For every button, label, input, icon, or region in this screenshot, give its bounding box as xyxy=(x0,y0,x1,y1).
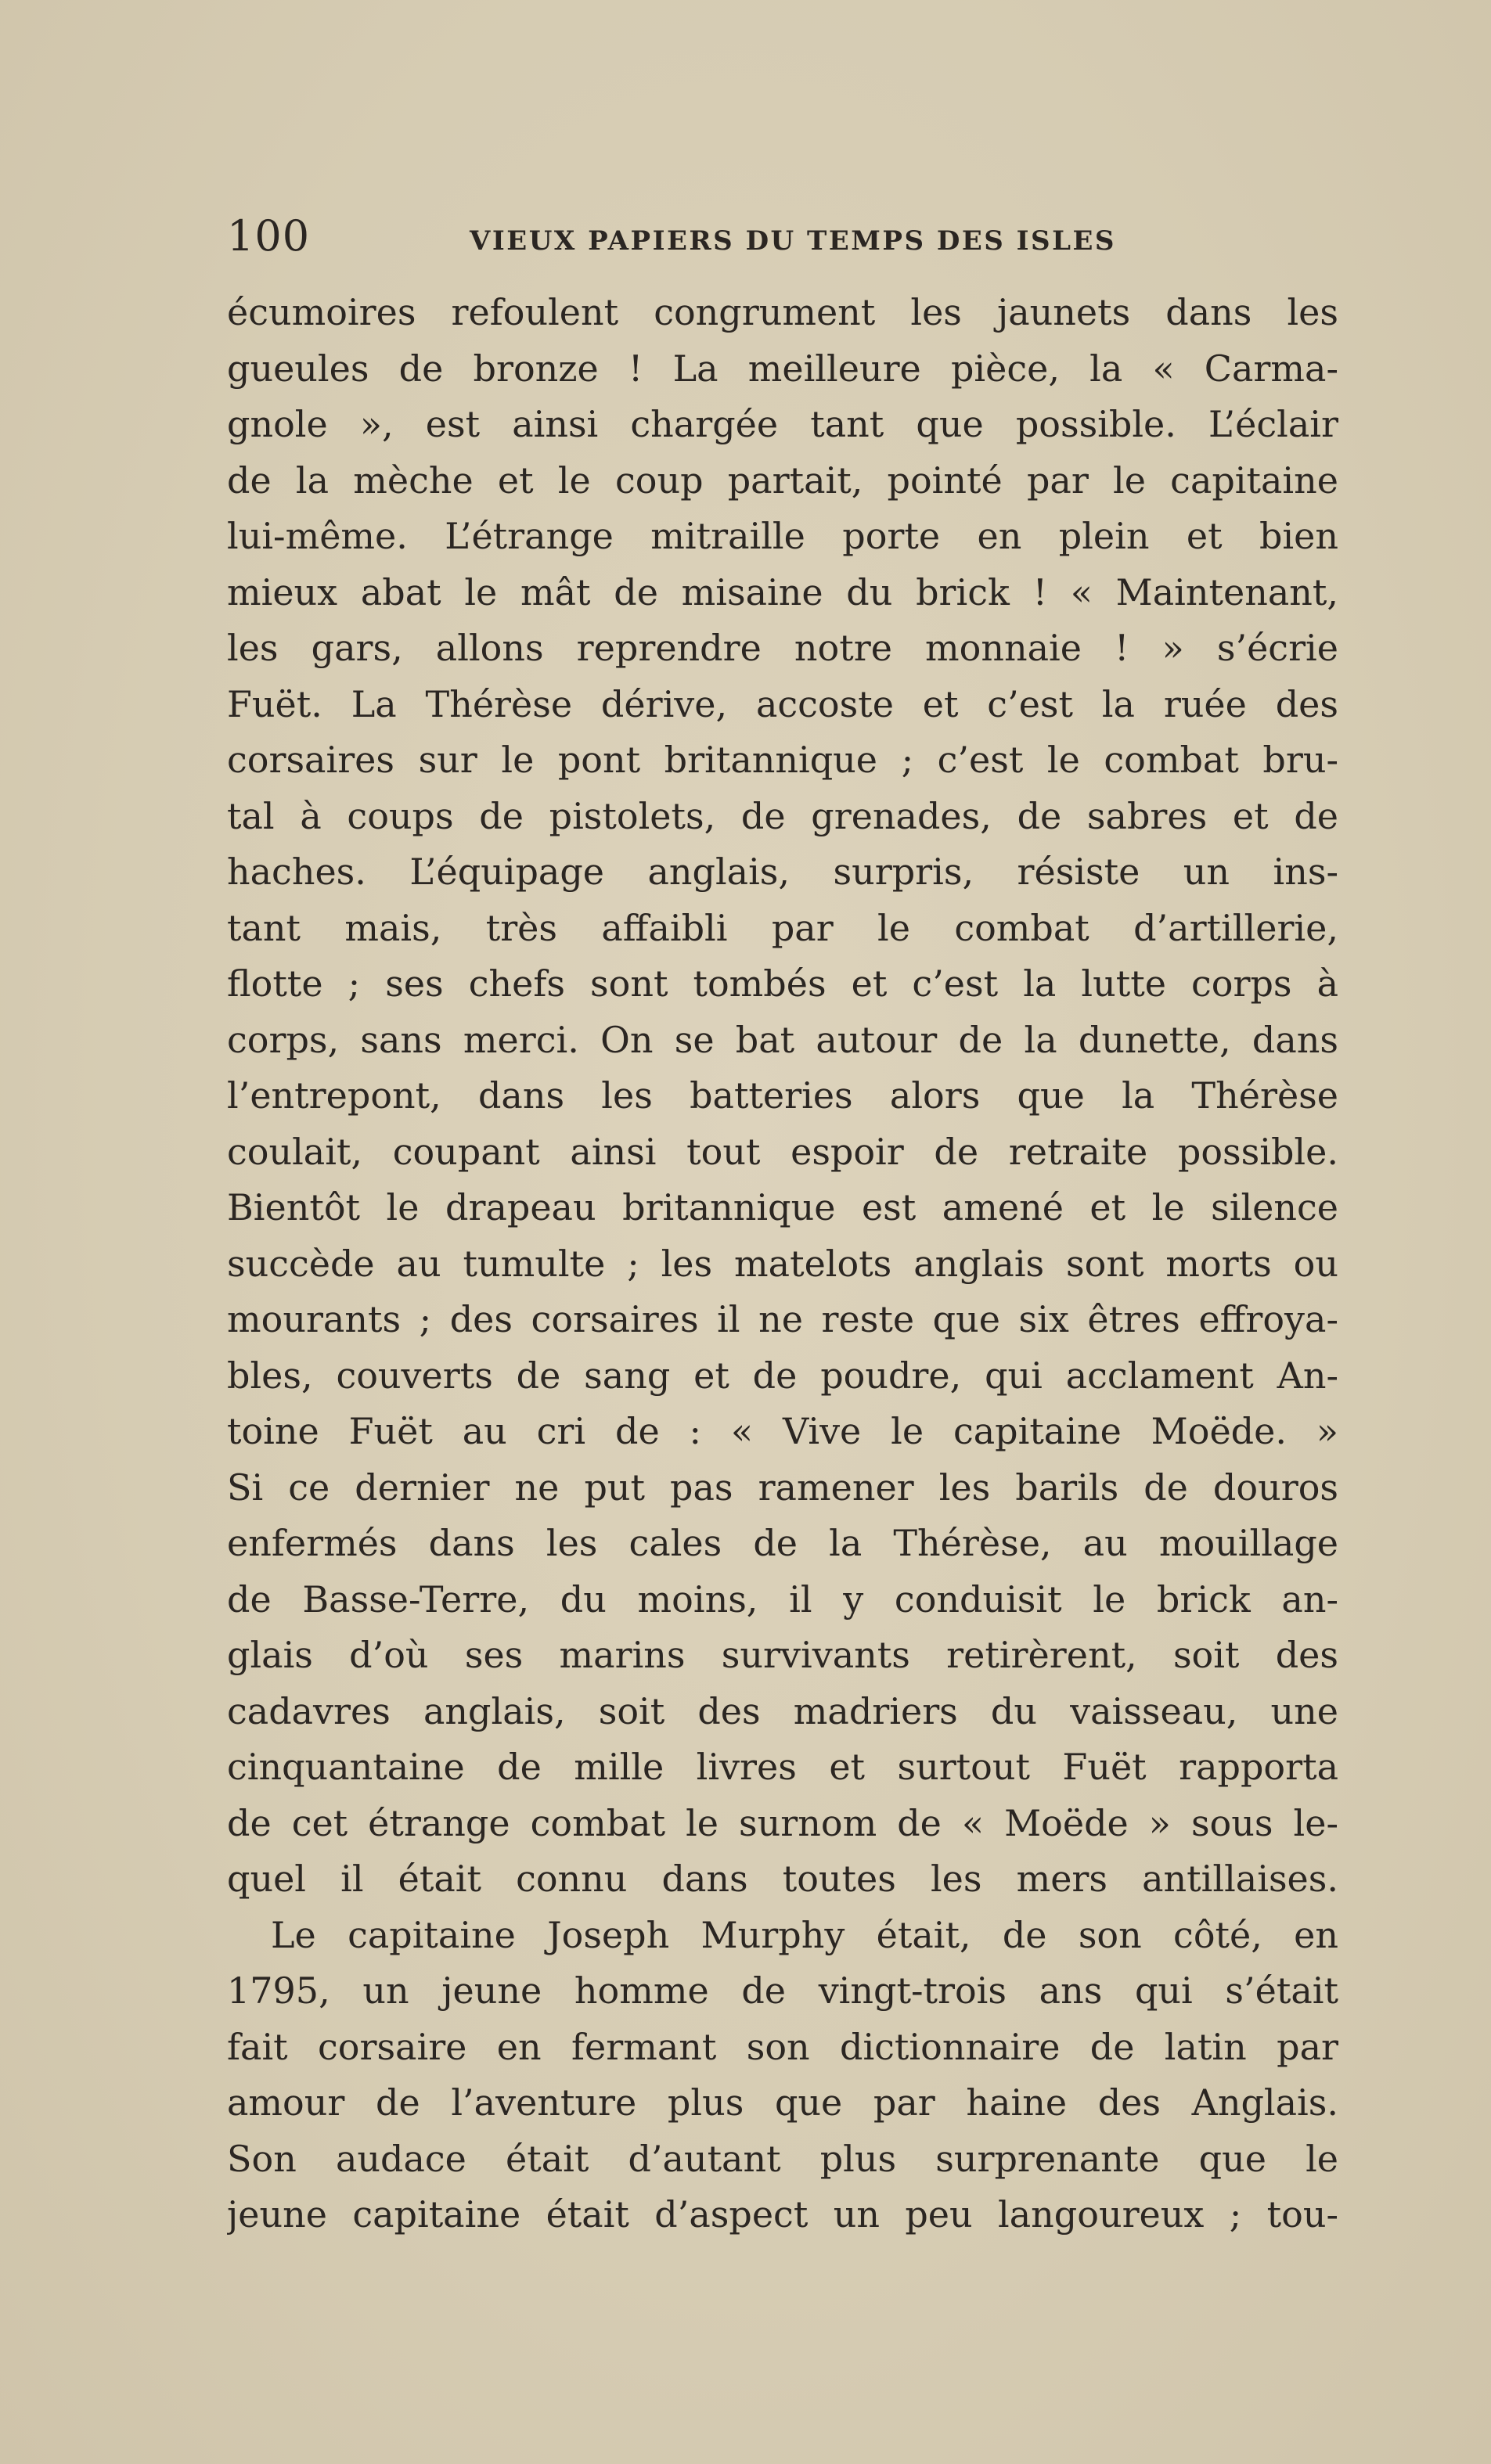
text-line: tant mais, très affaibli par le combat d’artillerie, xyxy=(227,906,1338,949)
page-header xyxy=(227,205,1338,268)
text-line: gueules de bronze ! La meilleure pièce, la « Carma- xyxy=(227,347,1338,390)
text-line: bles, couverts de sang et de poudre, qui acclament An- xyxy=(227,1354,1338,1397)
text-line: corsaires sur le pont britannique ; c’est le combat bru- xyxy=(227,739,1338,781)
text-line: quel il était connu dans toutes les mers antillaises. xyxy=(227,1858,1338,1900)
running-title: VIEUX PAPIERS DU TEMPS DES ISLES xyxy=(470,225,1116,257)
text-line: de cet étrange combat le surnom de « Moëde » sous le- xyxy=(227,1801,1338,1844)
text-line: amour de l’aventure plus que par haine des Anglais. xyxy=(227,2081,1338,2124)
text-line: tal à coups de pistolets, de grenades, de sabres et de xyxy=(227,794,1338,837)
text-line: cadavres anglais, soit des madriers du vaisseau, une xyxy=(227,1689,1338,1732)
text-line: enfermés dans les cales de la Thérèse, au mouillage xyxy=(227,1522,1338,1564)
text-line: gnole », est ainsi chargée tant que possible. L’éclair xyxy=(227,403,1338,445)
text-line: 1795, un jeune homme de vingt-trois ans qui s’était xyxy=(227,1969,1338,2012)
text-line: Si ce dernier ne put pas ramener les barils de douros xyxy=(227,1466,1338,1509)
page-number: 100 xyxy=(227,211,311,261)
text-line: fait corsaire en fermant son dictionnaire de latin par xyxy=(227,2025,1338,2068)
body-text xyxy=(227,285,1338,2243)
text-line: corps, sans merci. On se bat autour de la dunette, dans xyxy=(227,1018,1338,1061)
text-line: mourants ; des corsaires il ne reste que six êtres effroya- xyxy=(227,1298,1338,1340)
text-line: Bientôt le drapeau britannique est amené et le silence xyxy=(227,1186,1338,1228)
text-line: glais d’où ses marins survivants retirèrent, soit des xyxy=(227,1634,1338,1676)
text-line: mieux abat le mât de misaine du brick ! « Maintenant, xyxy=(227,570,1338,613)
text-line: jeune capitaine était d’aspect un peu langoureux ; tou- xyxy=(227,2193,1338,2236)
text-line: lui-même. L’étrange mitraille porte en plein et bien xyxy=(227,515,1338,557)
text-line: succède au tumulte ; les matelots anglais sont morts ou xyxy=(227,1242,1338,1285)
text-line: les gars, allons reprendre notre monnaie ! » s’écrie xyxy=(227,627,1338,669)
text-line: flotte ; ses chefs sont tombés et c’est la lutte corps à xyxy=(227,962,1338,1005)
text-line: Le capitaine Joseph Murphy était, de son côté, en xyxy=(271,1913,1338,1956)
text-line: cinquantaine de mille livres et surtout Fuët rapporta xyxy=(227,1746,1338,1788)
text-line: de la mèche et le coup partait, pointé par le capitaine xyxy=(227,459,1338,502)
text-line: Son audace était d’autant plus surprenante que le xyxy=(227,2137,1338,2180)
text-line: Fuët. La Thérèse dérive, accoste et c’est la ruée des xyxy=(227,682,1338,725)
text-line: écumoires refoulent congrument les jaunets dans les xyxy=(227,291,1338,333)
text-line: coulait, coupant ainsi tout espoir de retraite possible. xyxy=(227,1130,1338,1173)
text-line: haches. L’équipage anglais, surpris, résiste un ins- xyxy=(227,851,1338,893)
text-line: l’entrepont, dans les batteries alors que la Thérèse xyxy=(227,1074,1338,1117)
text-line: de Basse-Terre, du moins, il y conduisit le brick an- xyxy=(227,1577,1338,1620)
text-line: toine Fuët au cri de : « Vive le capitaine Moëde. » xyxy=(227,1410,1338,1452)
